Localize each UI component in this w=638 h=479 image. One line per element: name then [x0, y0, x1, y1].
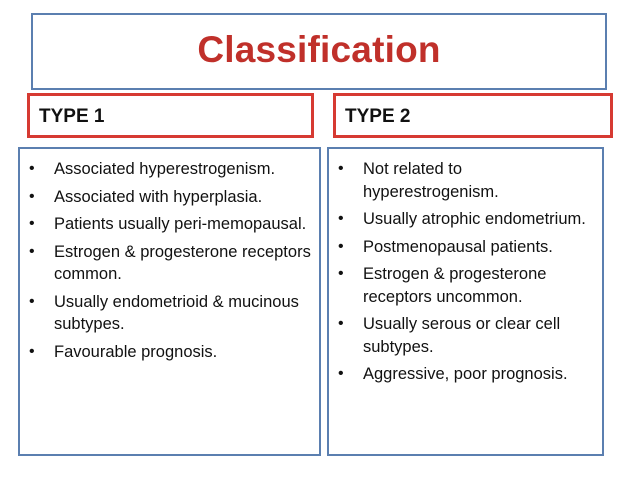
list-item-text: Aggressive, poor prognosis.: [363, 365, 568, 383]
bullet-icon: •: [29, 342, 35, 360]
list-item: [329, 263, 602, 308]
list-item: [20, 341, 319, 364]
list-item: [329, 313, 602, 358]
bullet-icon: •: [338, 315, 344, 332]
list-item: [329, 363, 602, 386]
type2-header-box: [333, 93, 613, 138]
list-item-text: Usually serous or clear cell subtypes.: [363, 315, 561, 356]
list-item: [20, 213, 319, 236]
type2-label: TYPE 2: [345, 106, 411, 127]
list-item-text: Usually atrophic endometrium.: [363, 210, 586, 228]
type1-header-box: [27, 93, 314, 138]
list-item: [20, 186, 319, 209]
list-item-text: Usually endometrioid & mucinous subtypes.: [54, 292, 299, 333]
title-box: [31, 13, 607, 90]
type1-label: TYPE 1: [39, 106, 105, 127]
type1-list: [20, 158, 319, 368]
list-item-text: Associated hyperestrogenism.: [54, 160, 276, 178]
list-item-text: Favourable prognosis.: [54, 342, 218, 361]
list-item: [329, 236, 602, 259]
list-item: [20, 291, 319, 336]
bullet-icon: •: [338, 210, 344, 227]
list-item: [20, 241, 319, 286]
list-item-text: Estrogen & progesterone receptors common.: [54, 242, 311, 283]
list-item-text: Not related to hyperestrogenism.: [363, 160, 499, 201]
bullet-icon: •: [29, 187, 35, 205]
list-item: [20, 158, 319, 181]
bullet-icon: •: [338, 237, 344, 255]
slide-title: Classification: [197, 29, 441, 70]
type1-list-box: [18, 147, 321, 456]
list-item-text: Postmenopausal patients.: [363, 237, 553, 256]
type2-list-box: [327, 147, 604, 456]
bullet-icon: •: [29, 242, 35, 260]
list-item-text: Associated with hyperplasia.: [54, 187, 263, 206]
type2-list: [329, 158, 602, 391]
bullet-icon: •: [29, 215, 35, 232]
list-item: [329, 158, 602, 203]
list-item-text: Estrogen & progesterone receptors uncommon.: [363, 265, 547, 306]
bullet-icon: •: [338, 265, 344, 282]
bullet-icon: •: [338, 160, 344, 177]
bullet-icon: •: [29, 292, 35, 310]
list-item-text: Patients usually peri-memopausal.: [54, 215, 307, 233]
list-item: [329, 208, 602, 231]
bullet-icon: •: [29, 160, 35, 177]
bullet-icon: •: [338, 365, 344, 382]
